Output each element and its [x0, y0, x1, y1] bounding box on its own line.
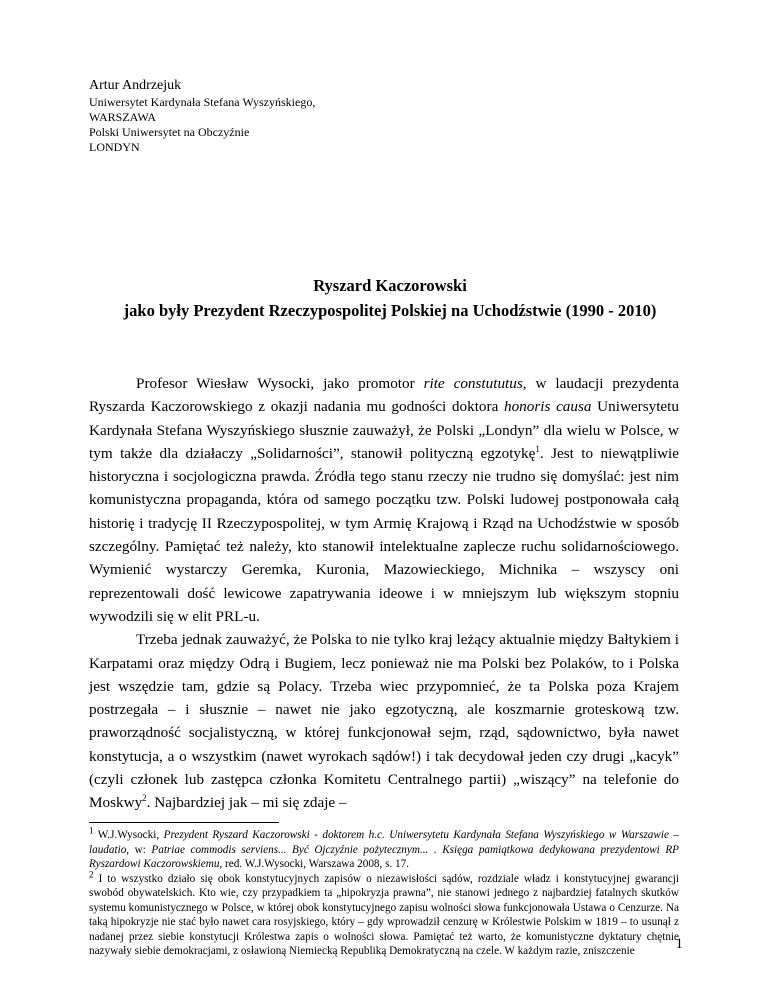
paragraph-2 — [89, 628, 679, 814]
footnote-1-text-b: , w: — [126, 843, 152, 856]
title-line-2: jako były Prezydent Rzeczypospolitej Polskiej na Uchodźstwie (1990 - 2010) — [123, 301, 657, 320]
paragraph-1-text-a: Profesor Wiesław Wysocki, jako promotor — [136, 375, 424, 392]
paragraph-2-text-a: Trzeba jednak zauważyć, że Polska to nie tylko kraj leżący aktualnie między Bałtykiem i Karpatami oraz między Odrą i Bugiem, lecz ponieważ nie ma Polski bez Polaków, to i Polska jest wszędzie tam, gdzie są Polacy. Trzeba wiec przypomnieć, że ta Polska poza Krajem postrzegała – i słusznie – nawet nie jako egzotyczną, ale koszmarnie groteskową tzw. praworządność socjalistyczną, w której funkcjonował sejm, rząd, sądownictwo, była nawet konstytucja, a o wszystkim (nawet wyrokach sądów!) i tak decydował jeden czy drugi „kacyk” (czyli członek lub zastępca członka Komitetu Centralnego partii) „wiszący” na telefonie do Moskwy — [89, 631, 679, 812]
affiliation-line-2: WARSZAWA — [89, 110, 157, 124]
paragraph-1-italic-b: honoris causa — [503, 398, 592, 416]
affiliation-line-4: LONDYN — [89, 140, 140, 154]
paragraph-1-text-c: Uniwersytetu Kardynała Stefana Wyszyńskiego słusznie zauważył, że Polski „Londyn” dla wielu w Polsce, w tym także dla działaczy „Solidarności”, stanowił polityczną egzotykę — [89, 398, 679, 462]
paragraph-1-text-b: , w laudacji prezydenta Ryszarda Kaczorowskiego z okazji nadania mu godności doktora — [89, 375, 679, 416]
paragraph-1-italic-a: rite constututus — [423, 375, 523, 392]
page-number: 1 — [675, 936, 683, 952]
affiliation-line-1: Uniwersytet Kardynała Stefana Wyszyńskiego, — [89, 95, 316, 109]
footnote-1-number: 1 — [89, 825, 94, 836]
footnote-ref-1[interactable]: 1 — [535, 443, 540, 454]
affiliation-line-3: Polski Uniwersytet na Obczyźnie — [89, 125, 250, 139]
article-title — [60, 273, 720, 323]
footnote-1-italic-a: Prezydent Ryszard Kaczorowski - doktorem h.c. Uniwersytetu Kardynała Stefana Wyszyńskiego w Warszawie – laudatio — [89, 829, 679, 856]
footnote-2 — [89, 868, 679, 959]
paragraph-1 — [89, 372, 679, 628]
paragraph-2-text-b: . Najbardziej jak – mi się zdaje – — [146, 794, 347, 812]
paragraph-1-text-d: . Jest to niewątpliwie historyczna i socjologiczna prawda. Źródła tego stanu rzeczy nie trudno się domyślać: jest nim komunistyczna propaganda, która od samego początku tzw. Polski ludowej postponowała całą historię i tradycję II Rzeczypospolitej, w tym Armię Krajową i Rząd na Uchodźstwie w sposób szczególny. Pamiętać też należy, kto stanowił intelektualne zaplecze ruchu solidarnościowego. Wymienić wystarczy Geremka, Kuronia, Mazowieckiego, Michnika – wszyscy oni reprezentowali dość lewicowe zapatrywania ideowe i w mniejszym lub większym stopniu wywodzili się w elit PRL-u. — [89, 444, 680, 625]
title-line-1: Ryszard Kaczorowski — [313, 276, 467, 295]
footnote-separator — [89, 822, 279, 823]
footnotes — [89, 825, 680, 959]
footnote-2-text: I to wszystko działo się obok konstytucyjnych zapisów o niezawisłości sądów, rozdziale władz i konstytucyjnej gwarancji swobód obywatelskich. Kto wie, czy przypadkiem ta „hipokryzja prawna”, nie stanowi jednego z najbardziej fatalnych skutków systemu komunistycznego w Polsce, w której obok konstytucyjnego zapisu wolności słowa funkcjonowała Ustawa o Cenzurze. Na taką hipokryzje nie stać było nawet cara rosyjskiego, który – gdy wprowadził cenzurę w Królestwie Polskim w 1819 – to usunął z nadanej przez siebie konstytucji Królestwa zapis o wolności słowa. Pamiętać też warto, że komunistyczne dyktatury chętnie nazywały siebie demokracjami, z osławioną Niemiecką Republiką Demokratyczną na czele. W każdym razie, zniszczenie — [89, 872, 679, 957]
footnote-1 — [89, 825, 680, 872]
footnote-ref-2[interactable]: 2 — [142, 793, 147, 804]
footnote-1-italic-b: Patriae commodis serviens... Być Ojczyźnie pożytecznym... . Księga pamiątkowa dedykowana prezydentowi RP Ryszardowi Kaczorowskiemu — [89, 843, 680, 870]
footnote-1-text-a: W.J.Wysocki, — [93, 829, 164, 841]
article-body — [89, 372, 679, 815]
author-name: Artur Andrzejuk — [89, 78, 182, 93]
author-block — [89, 77, 315, 155]
footnote-2-number: 2 — [89, 868, 94, 879]
footnote-1-text-c: , red. W.J.Wysocki, Warszawa 2008, s. 17. — [219, 858, 410, 870]
